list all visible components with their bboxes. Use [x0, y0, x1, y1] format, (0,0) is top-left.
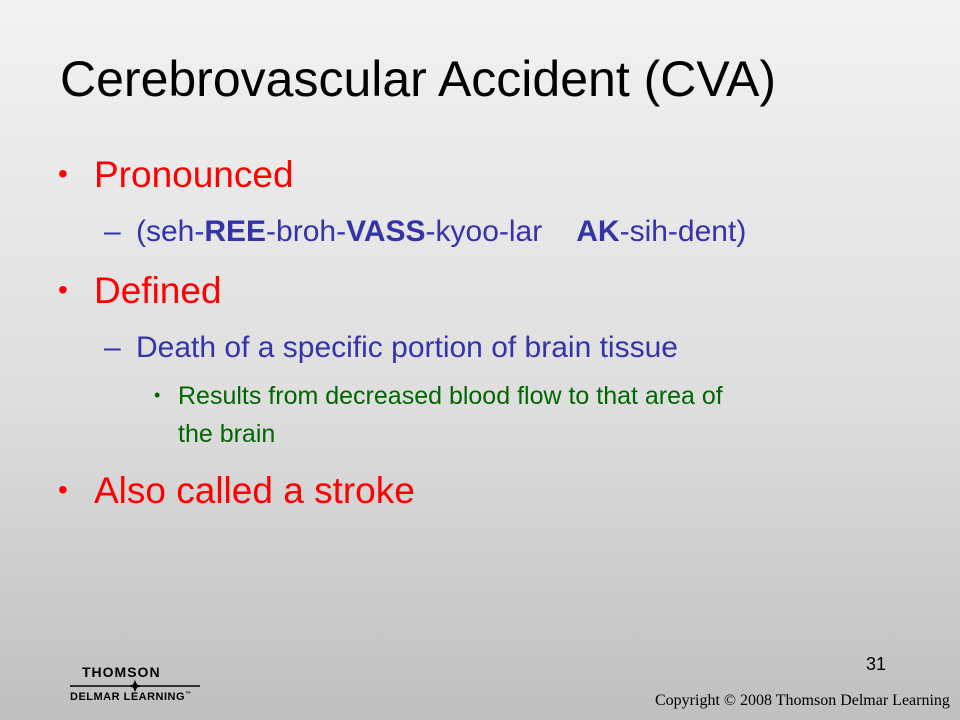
- copyright-notice: Copyright © 2008 Thomson Delmar Learning: [655, 692, 950, 709]
- sub-bullet-cause: [154, 382, 723, 411]
- dash-marker: –: [104, 215, 121, 248]
- logo-tm: ™: [185, 691, 192, 698]
- cause-text-line1: Results from decreased blood flow to that area of: [178, 382, 723, 410]
- logo-text-bottom: [70, 691, 192, 703]
- bullet-pronounced: [58, 154, 294, 196]
- pron-part: -broh-: [266, 215, 347, 248]
- pron-part: -sih-dent): [619, 215, 747, 248]
- pron-stress: REE: [204, 215, 267, 248]
- bullet-stroke: [58, 470, 415, 512]
- slide-title: Cerebrovascular Accident (CVA): [60, 51, 777, 107]
- logo-text-top: THOMSON: [82, 664, 161, 680]
- pron-part: (seh-: [136, 215, 205, 248]
- definition-line: [104, 331, 678, 365]
- bullet-text: Pronounced: [94, 154, 294, 195]
- bullet-defined: [58, 270, 222, 312]
- logo-text-bottom-label: DELMAR LEARNING: [70, 691, 186, 703]
- definition-text: Death of a specific portion of brain tissue: [136, 331, 678, 364]
- bullet-marker: •: [58, 474, 68, 505]
- pron-part: -kyoo-lar: [425, 215, 543, 248]
- pronunciation-line: [104, 215, 746, 249]
- sub-bullet-cause-cont: [178, 420, 275, 449]
- bullet-marker: •: [58, 274, 68, 305]
- bullet-text: Defined: [94, 270, 222, 311]
- pron-stress: VASS: [346, 215, 426, 248]
- dash-marker: –: [104, 331, 121, 364]
- bullet-marker: •: [58, 158, 68, 189]
- cause-text-line2: the brain: [178, 420, 276, 448]
- publisher-logo: [70, 664, 210, 706]
- bullet-text: Also called a stroke: [94, 470, 415, 511]
- slide-number: 31: [866, 654, 887, 674]
- bullet-marker: •: [154, 385, 161, 405]
- pron-stress: AK: [576, 215, 620, 248]
